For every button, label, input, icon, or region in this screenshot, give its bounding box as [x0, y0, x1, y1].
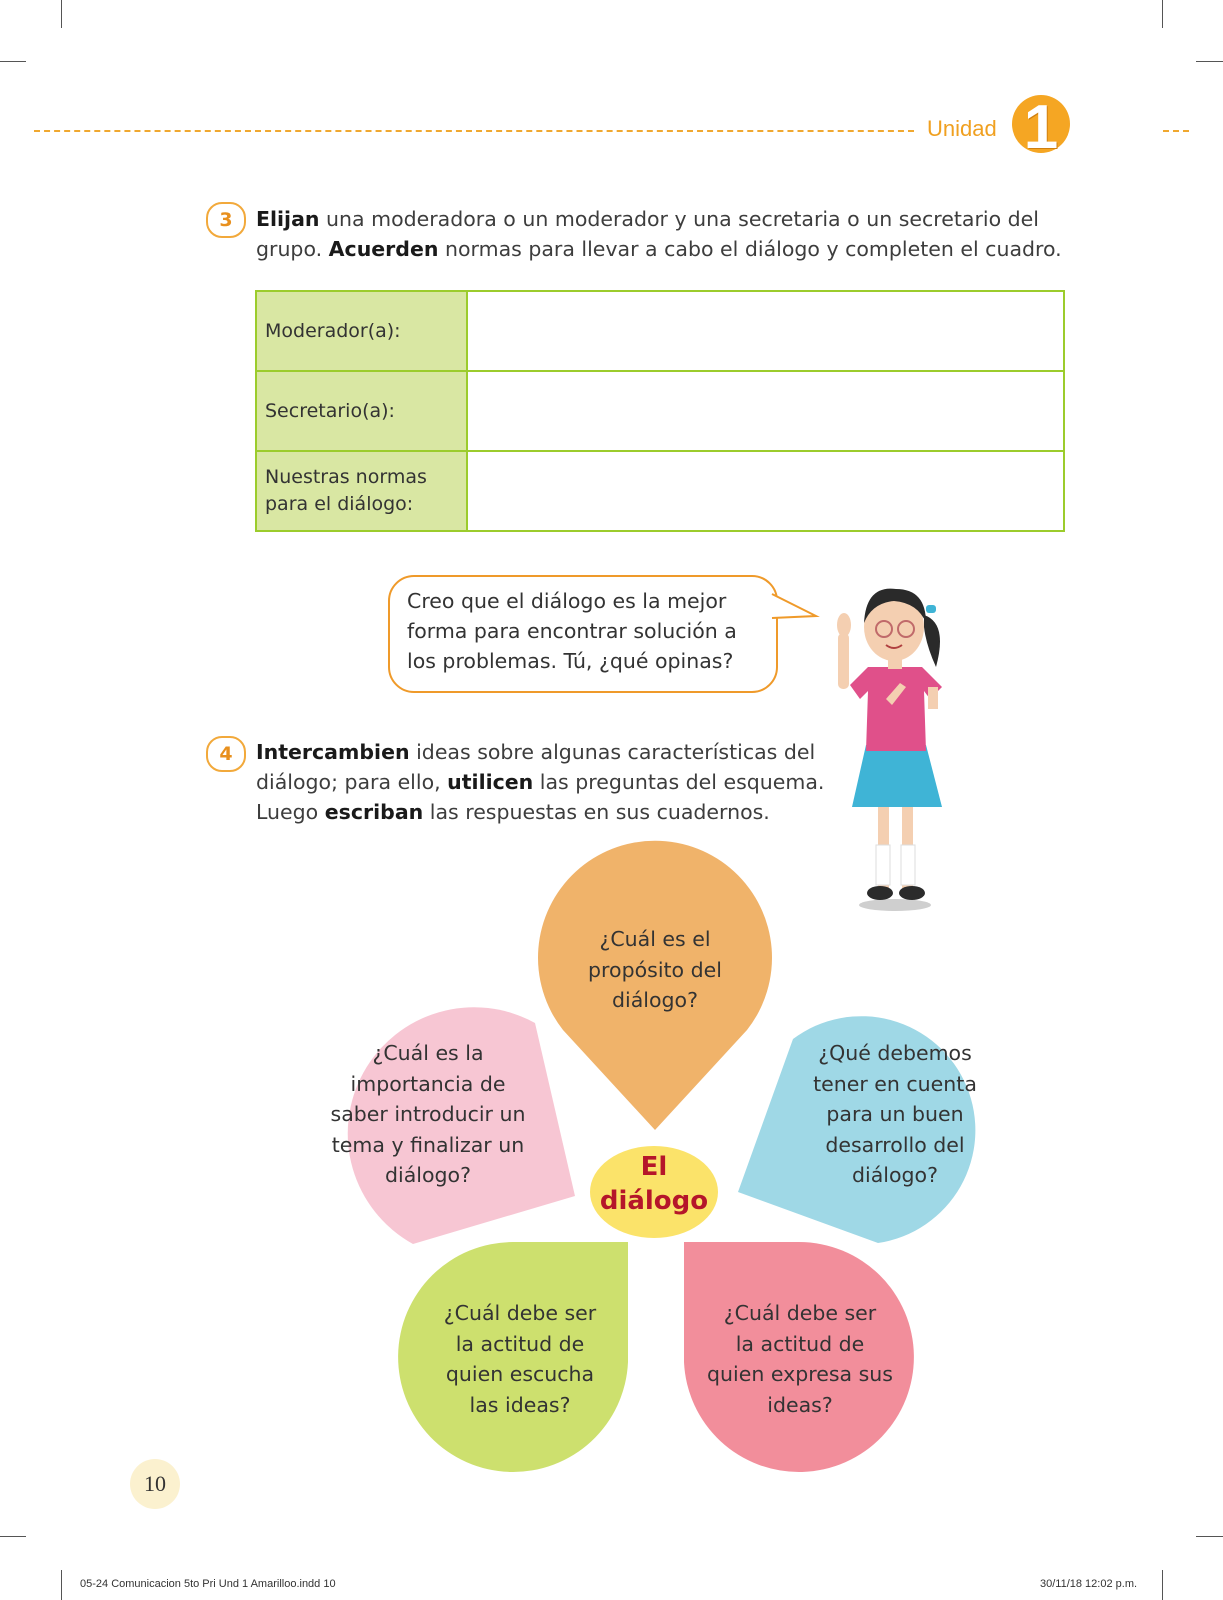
- instr-verb: Acuerden: [328, 237, 439, 261]
- footer-date: 30/11/18 12:02 p.m.: [1040, 1578, 1138, 1590]
- petal-top-text: ¿Cuál es el propósito del diálogo?: [588, 927, 722, 1012]
- petal-bottom-right-text: ¿Cuál debe ser la actitud de quien expresa sus ideas?: [707, 1301, 893, 1417]
- page-number: 10: [130, 1459, 180, 1509]
- activity-number-4: 4: [206, 736, 246, 772]
- norms-label: Nuestras normas para el diálogo:: [256, 451, 467, 531]
- activity-4-instructions: Intercambien ideas sobre algunas características del diálogo; para ello, utilicen las preguntas del esquema. Luego escriban las respuestas en sus cuadernos.: [256, 740, 825, 824]
- diagram-center-text: El diálogo: [599, 1152, 709, 1216]
- unit-label: Unidad: [927, 116, 997, 141]
- activity-number-3: 3: [206, 202, 246, 238]
- secretary-label: Secretario(a):: [256, 371, 467, 451]
- instr-verb: utilicen: [447, 770, 534, 794]
- petal-left-text: ¿Cuál es la importancia de saber introducir un tema y finalizar un diálogo?: [330, 1041, 526, 1187]
- instr-verb: Elijan: [256, 207, 320, 231]
- instr-verb: Intercambien: [256, 740, 410, 764]
- petal-bottom-left-text: ¿Cuál debe ser la actitud de quien escucha las ideas?: [443, 1301, 597, 1417]
- unit-number: 1: [1023, 93, 1059, 162]
- instr-verb: escriban: [324, 800, 424, 824]
- speech-bubble-text: Creo que el diálogo es la mejor forma para encontrar solución a los problemas. Tú, ¿qué opinas?: [407, 589, 737, 673]
- petal-right-text: ¿Qué debemos tener en cuenta para un buen desarrollo del diálogo?: [813, 1041, 977, 1187]
- footer-file-info: 05-24 Comunicacion 5to Pri Und 1 Amarilloo.indd 10: [80, 1578, 336, 1590]
- moderator-label: Moderador(a):: [256, 291, 467, 371]
- activity-3-instructions: Elijan una moderadora o un moderador y una secretaria o un secretario del grupo. Acuerden normas para llevar a cabo el diálogo y completen el cuadro.: [256, 207, 1062, 261]
